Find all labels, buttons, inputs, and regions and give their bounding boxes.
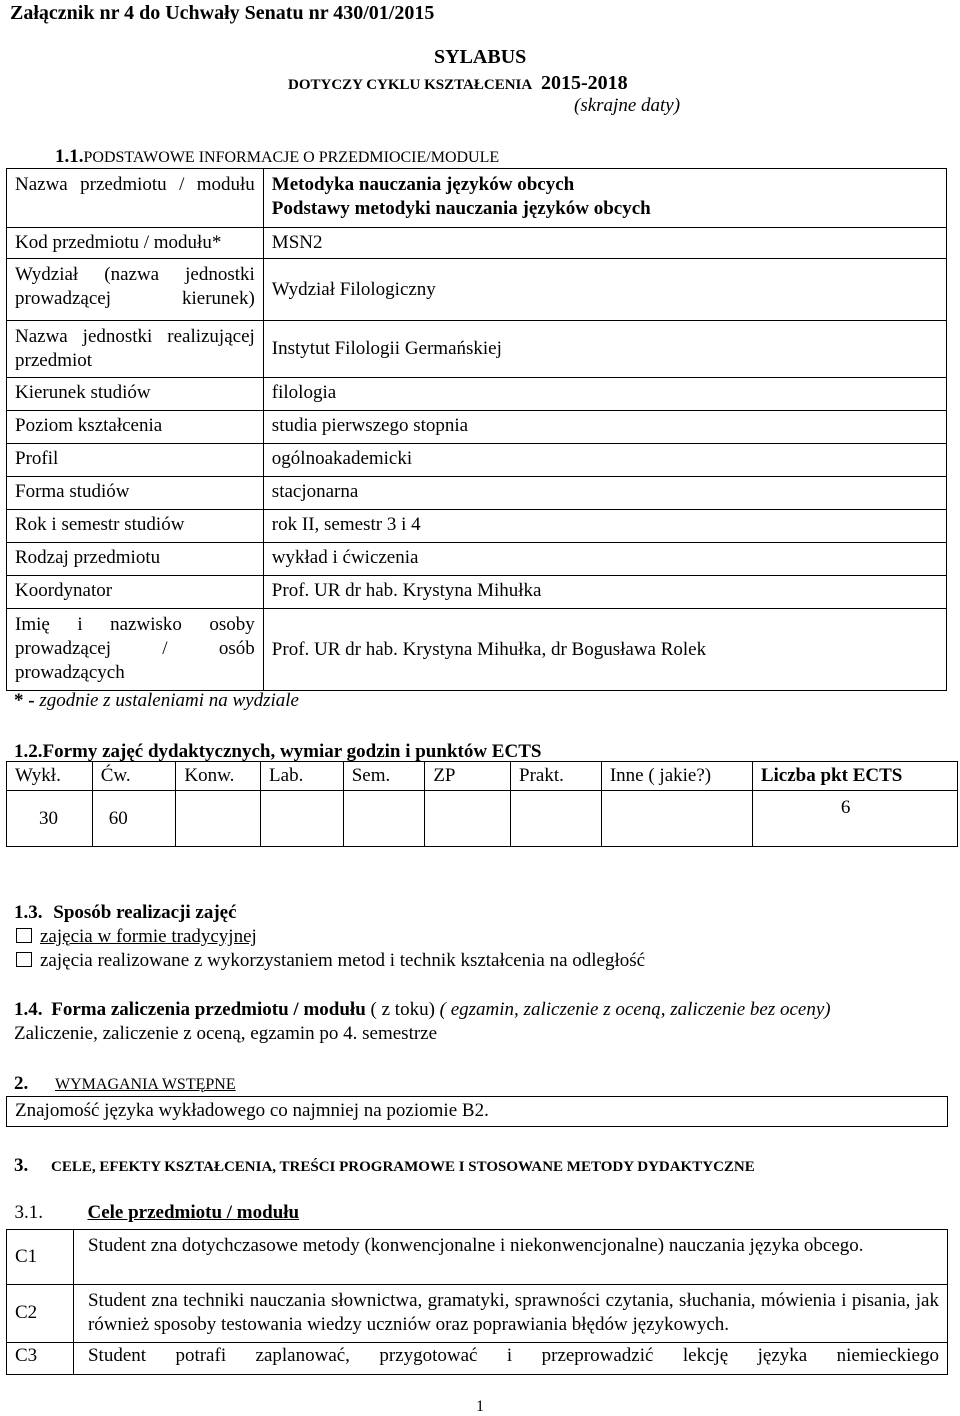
section-paren-2: ( egzamin, zaliczenie z oceną, zaliczenie bez oceny) [439,999,831,1020]
section-1-3-heading [14,902,237,924]
label-course-name: Nazwa przedmiotu / modułu [15,174,255,195]
val-other [601,791,752,847]
section-number: 1.3. [14,902,43,923]
page-number: 1 [476,1398,484,1415]
col-exercise: Ćw. [92,762,176,791]
option-remote[interactable] [16,950,645,972]
section-paren-1: ( z toku) [370,999,435,1020]
section-number: 3. [14,1155,29,1176]
annex-line: Załącznik nr 4 do Uchwały Senatu nr 430/01/2015 [10,2,435,24]
goal-text: Student potrafi zaplanować, przygotować i przeprowadzić lekcję języka niemieckiego [73,1342,947,1374]
checkbox-icon[interactable] [16,928,32,943]
assessment-form: Zaliczenie, zaliczenie z oceną, egzamin po 4. semestrze [14,1023,438,1044]
label-course-type: Rodzaj przedmiotu [7,543,264,576]
section-title: Forma zaliczenia przedmiotu / modułu [51,999,366,1020]
footnote [14,690,299,712]
val-practice [511,791,602,847]
ects-table [6,761,958,847]
section-number: 3.1. [14,1202,43,1223]
cycle-note: (skrajne daty) [574,95,681,116]
value-faculty: Wydział Filologiczny [263,259,946,321]
col-lecture: Wykł. [7,762,93,791]
label-teachers: Imię i nazwisko osoby prowadzącej / osób prowadzących [15,614,255,683]
option-label: zajęcia w formie tradycyjnej [40,926,257,947]
value-course-name-2: Podstawy metodyki nauczania języków obcych [271,198,651,219]
val-ects: 6 [752,791,957,847]
footnote-star: * - [14,690,35,711]
value-course-type: wykład i ćwiczenia [263,543,946,576]
label-faculty: Wydział (nazwa jednostki prowadzącej kierunek) [15,264,255,309]
value-teachers: Prof. UR dr hab. Krystyna Mihułka, dr Bogusława Rolek [263,609,946,691]
col-practice: Prakt. [511,762,602,791]
section-1-2-heading: 1.2.Formy zajęć dydaktycznych, wymiar godzin i punktów ECTS [14,741,542,762]
prerequisites-value: Znajomość języka wykładowego co najmniej na poziomie B2. [7,1097,948,1127]
col-conversatory: Konw. [176,762,261,791]
col-ects: Liczba pkt ECTS [752,762,957,791]
label-study-form: Forma studiów [7,477,264,510]
footnote-text: zgodnie z ustaleniami na wydziale [39,690,299,711]
checkbox-icon[interactable] [16,952,32,967]
section-title: Sposób realizacji zajęć [53,902,237,923]
section-title: Cele przedmiotu / modułu [87,1202,300,1223]
goal-code: C1 [7,1229,74,1284]
value-field: filologia [263,378,946,411]
section-number: 1.1. [55,146,84,167]
label-coordinator: Koordynator [7,576,264,609]
section-number: 1.4. [14,999,43,1020]
section-title: WYMAGANIA WSTĘPNE [55,1076,236,1093]
label-year-semester: Rok i semestr studiów [7,510,264,543]
val-lab [261,791,344,847]
value-profile: ogólnoakademicki [263,444,946,477]
label-course-code: Kod przedmiotu / modułu* [7,228,264,259]
value-coordinator: Prof. UR dr hab. Krystyna Mihułka [263,576,946,609]
cycle-label: DOTYCZY CYKLU KSZTAŁCENIA [288,77,533,93]
goals-table [6,1202,948,1375]
goal-code: C3 [7,1342,74,1374]
section-1-1-heading [55,146,499,168]
col-zp: ZP [425,762,511,791]
section-number: 2. [14,1073,29,1094]
option-label: zajęcia realizowane z wykorzystaniem metod i technik kształcenia na odległość [40,950,646,971]
label-profile: Profil [7,444,264,477]
section-title: CELE, EFEKTY KSZTAŁCENIA, TREŚCI PROGRAMOWE I STOSOWANE METODY DYDAKTYCZNE [51,1159,755,1175]
cycle-years: 2015-2018 [540,72,628,94]
section-title: PODSTAWOWE INFORMACJE O PRZEDMIOCIE/MODULE [83,149,500,166]
value-year-semester: rok II, semestr 3 i 4 [263,510,946,543]
value-course-code: MSN2 [263,228,946,259]
section-1-4-heading [14,999,831,1021]
val-exercise: 60 [92,791,176,847]
value-level: studia pierwszego stopnia [263,411,946,444]
val-zp [425,791,511,847]
val-lecture: 30 [7,791,93,847]
goal-text: Student zna techniki nauczania słownictwa, gramatyki, sprawności czytania, słuchania, mówienia i pisania, jak również sposoby testowania wiedzy uczniów oraz poprawiania błędów językowych. [73,1284,947,1342]
section-2-heading [14,1073,236,1095]
option-traditional[interactable] [16,926,257,948]
syllabus-title: SYLABUS [434,46,527,68]
label-level: Poziom kształcenia [7,411,264,444]
goal-text: Student zna dotychczasowe metody (konwencjonalne i niekonwencjonalne) nauczania języka obcego. [73,1229,947,1284]
value-study-form: stacjonarna [263,477,946,510]
val-seminar [343,791,425,847]
val-conversatory [176,791,261,847]
basic-info-table [6,168,947,691]
col-lab: Lab. [261,762,344,791]
cycle-line [288,72,628,95]
goal-code: C2 [7,1284,74,1342]
value-unit: Instytut Filologii Germańskiej [263,321,946,378]
label-unit: Nazwa jednostki realizującej przedmiot [15,326,255,371]
label-field: Kierunek studiów [7,378,264,411]
section-3-heading [14,1155,755,1177]
col-other: Inne ( jakie?) [601,762,752,791]
prerequisites-table [6,1096,948,1127]
value-course-name-1: Metodyka nauczania języków obcych [271,174,575,195]
col-seminar: Sem. [343,762,425,791]
